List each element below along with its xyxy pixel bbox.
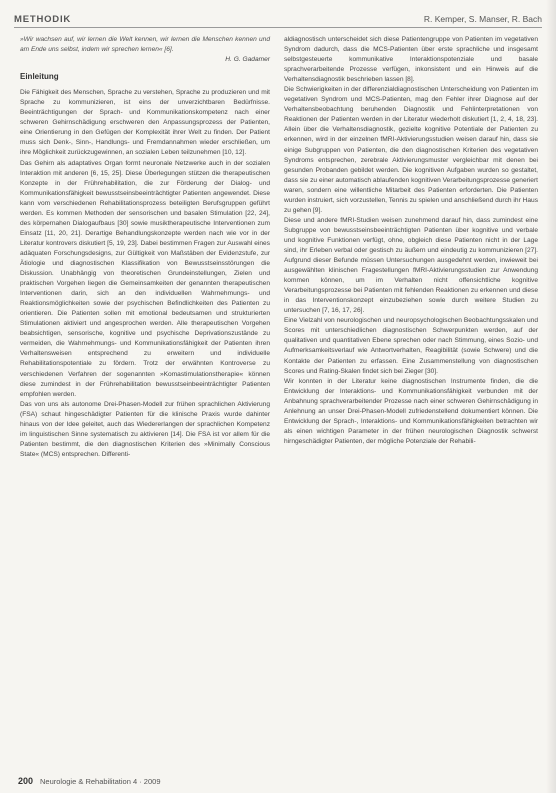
running-authors: R. Kemper, S. Manser, R. Bach [423, 14, 542, 24]
paragraph: Das Gehirn als adaptatives Organ formt neuronale Netzwerke auch in der sozialen Interaktion mit anderen [6, 15, 25]. Diese Überlegungen stützen die therapeutischen Konzepte in der Frührehabilitation, die zur Förderung der Dialog- und Kommunikationsfähigkeit bewusstseinsbeeinträchtigter Patienten angewendet. Diese kann vom verschiedenen Rehabilitationsprozess beteiligten Berufsgruppen geführt werden. Es kommen Methoden der sensorischen und basalen Stimulation [22, 24], des körpernahen Dialogaufbaus [30] sowie musiktherapeutische Interventionen zum Einsatz [11, 20, 21]. Derartige Behandlungskonzepte werden nach wie vor in der Literatur kontrovers diskutiert [5, 19, 23]. Dabei bestimmen Fragen zur Auswahl eines adäquaten Forschungsdesigns, zur Gültigkeit von Maßstäben der Evidenzstufe, zur Ätiologie und diagnostischen Klassifikation von Bewusstseinsstörungen die Diskussion. Unabhängig von theoretischen Grundeinstellungen, Zielen und praktischen Vorgehen liegen die Gemeinsamkeiten der genannten therapeutischen Interventionen darin, sich an den individuellen Wahrnehmungs- und Reaktionsmöglichkeiten sowie der psychischen Befindlichkeiten des Patienten zu orientieren. Die Patienten sollen mit emotional bedeutsamen und strukturierten Stimulationen aktiviert und angesprochen werden. Alle therapeutischen Vorgehen beabsichtigen, sensorische, kognitive und psychische Deprivationszustände zu vermeiden, die Wahrnehmungs- und Kommunikationsfähigkeit der Patienten ihren Verhaltensweisen entsprechend zu erweitern und individuelle Rehabilitationspotentiale zu fördern. Trotz der erwähnten Kontroverse zu verschiedenen Verfahren der sogenannten »Komastimulationstherapie« können diese zumindest in der Frührehabilitation bewusstseinbeeinträchtigter Patienten empfohlen werden. [20, 159, 270, 398]
page-number: 200 [18, 776, 34, 786]
left-column [20, 35, 270, 460]
section-heading: Einleitung [20, 72, 59, 82]
epigraph-quote: »Wir wachsen auf, wir lernen die Welt kennen, wir lernen die Menschen kennen und am Ende uns selbst, indem wir sprechen lernen« [6]. [20, 36, 270, 54]
right-column [284, 35, 538, 447]
page-gutter-shadow [546, 0, 556, 793]
page-footer [0, 770, 556, 793]
section-label: METHODIK [14, 14, 72, 25]
journal-citation: Neurologie & Rehabilitation 4 · 2009 [40, 777, 161, 786]
paragraph: Die Fähigkeit des Menschen, Sprache zu verstehen, Sprache zu produzieren und mit Sprache zu kommunizieren, ist eins der unverzichtbaren Bedürfnisse. Beeinträchtigungen der Sprach- und Kommunikationskompetenz nach einer schweren Gehirnschädigung erschweren den Anpassungsprozess der Patienten, eine Orientierung in den Gefügen der Komplexität ihrer Welt zu finden. Der Patient muss sich Denk-, Sinn-, Handlungs- und Fremdannahmen wieder erschließen, um ihre Möglichkeit zurückzugewinnen, an sozialen Leben teilzunehmen [10, 12]. [20, 89, 270, 157]
paragraph: Das von uns als autonome Drei-Phasen-Modell zur frühen sprachlichen Aktivierung (FSA) schaut hingeschädigter Patienten für die klinische Praxis wurde dahinter hinaus von der Idee geleitet, auch das Wiedererlangen der sprachlichen Kompetenz im linguistischen Sinne systematisch zu aktivieren [14]. Die FSA ist vor allem für die Patienten bestimmt, die den diagnostischen Kriterien des »Minimally Conscious State« (MCS) entsprechen. Differenti- [20, 400, 270, 458]
paragraph: Diese und andere fMRI-Studien weisen zunehmend darauf hin, dass zumindest eine Subgruppe von bewusstseinsbeeinträchtigten Patienten über kognitive und verbale und kognitive Funktionen verfügt, ohne, obgleich diese Patienten nicht in der Lage sind, ihr Erleben verbal oder gestisch zu äußern und eindeutig zu kommunizieren [27]. Aufgrund dieser Befunde müssen Untersuchungen ausgedehnt werden, inwieweit bei ausgewählten klinischen Fragestellungen fMRI-Aktivierungsstudien zur Anwendung kommen können, um im Verhalten nicht offensichtliche kognitive Verarbeitungsprozesse bei Patienten mit fehlenden Reaktionen zu erkennen und diese in das Interventionskonzept einzubeziehen sowie durch weitere Studien zu untersuchen [7, 16, 17, 26]. [284, 216, 538, 315]
epigraph-source: H. G. Gadamer [225, 56, 270, 64]
header-divider [14, 27, 542, 28]
paragraph: Wir konnten in der Literatur keine diagnostischen Instrumente finden, die die Entwicklung der Interaktions- und Kommunikationsfähigkeit verbunden mit der Anbahnung sprachverarbeitender Prozesse nach einer schweren Gehirnschädigung in Anlehnung an unser Drei-Phasen-Modell zufriedenstellend dokumentiert können. Die Entwicklung der Sprach-, Interaktions- und Kommunikationsfähigkeiten betrachten wir als einen wichtigen Parameter in der frühen neurologischen Diagnostik schwerst hirngeschädigter Patienten, der mögliche Potenziale der Rehabili- [284, 377, 538, 445]
paragraph: aldiagnostisch unterscheidet sich diese Patientengruppe von Patienten im vegetativen Syndrom dadurch, dass die MCS-Patienten über erste sprachliche und insgesamt selbstgesteuerte kommunikative Interaktionspotenziale und basale sprachverarbeitende Prozesse verfügen, inkonsistent und ein Hinweis auf die Verhaltensdiagnostik beschrieben lassen [8]. [284, 36, 538, 84]
paragraph: Die Schwierigkeiten in der differenzialdiagnostischen Unterscheidung von Patienten im vegetativen Syndrom und MCS-Patienten, mag den Fehler ihrer Diagnose auf der Verhaltensbeobachtung beruhenden Diagnostik und Fehlinterpretationen von Reaktionen der Patienten werden in der Literatur wiederholt diskutiert [1, 2, 4, 18, 23]. Allein über die Verhaltensdiagnostik, gezielte kognitive Potentiale der Patienten zu erkennen, wird in der einzelnen fMRI-Aktivierungsstudien weisen darauf hin, dass sie einige Subgruppen von Patienten, die den diagnostischen Kriterien des vegetativen Syndroms entsprechen, zerebrale Aktivierungsmuster vergleichbar mit denen bei gesunden Probanden gebildet werden. Die kognitiven Aufgaben wurden so gestaltet, dass sie zu einer automatisch ablaufenden kognitiven Verarbeitungsprozesse generiert waren, sondern eine willentliche Mitarbeit des Patienten erforderten. Die Patienten wurden instruiert, sich vorzustellen, Tennis zu spielen und anschließend durch ihr Haus zu gehen [9]. [284, 86, 538, 214]
page-header [0, 0, 556, 30]
paragraph: Eine Vielzahl von neurologischen und neuropsychologischen Beobachtungsskalen und Scores mit unterschiedlichen diagnostischen Schwerpunkten werden, auf der qualitativen und quantitativen Ebene sprechen oder nach Stimmung, eines Sozio- und Aufmerksamkeitsverlauf wie Antwortverhalten, Reagibilität (sowie Schwere) und die Kontakte der Patienten zu erfassen. Eine Zusammenstellung von diagnostischen Scores und Rating-Skalen findet sich bei Zieger [30]. [284, 317, 538, 375]
